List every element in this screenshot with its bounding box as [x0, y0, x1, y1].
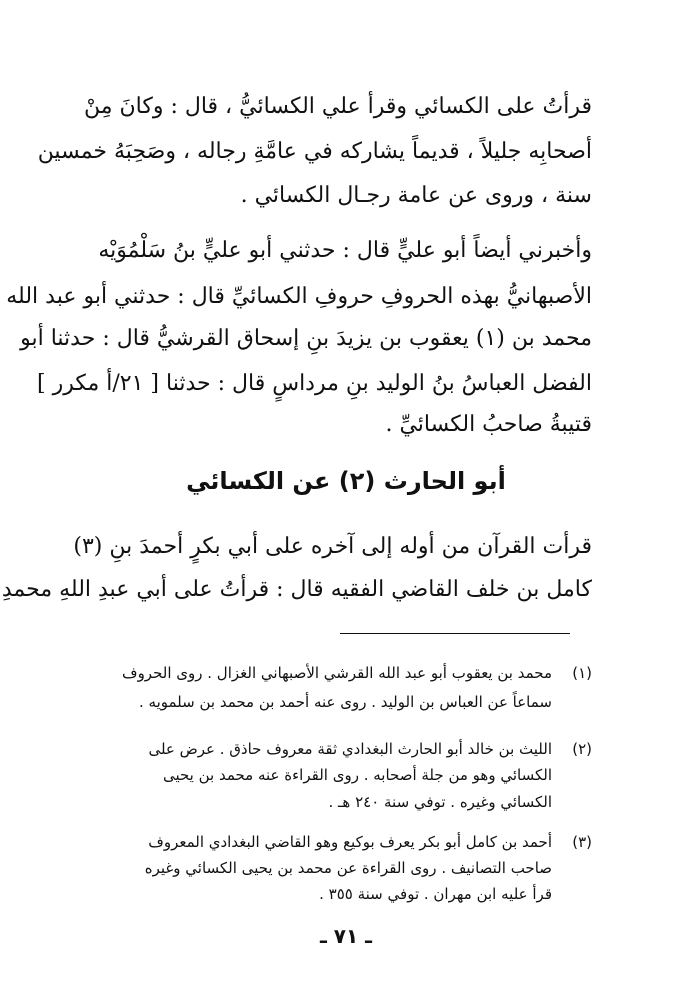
footnote-line: الكسائي وهو من جلة أصحابه . روى القراءة عنه محمد بن يحيى — [162, 766, 552, 784]
text-line: سنة ، وروى عن عامة رجـال الكسائي . — [240, 183, 592, 208]
footnote-line: سماعاً عن العباس بن الوليد . روى عنه أحمد بن محمد بن سلمويه . — [138, 693, 552, 711]
footnote-line: الكسائي وغيره . توفي سنة ٢٤٠ هـ . — [328, 793, 552, 811]
text-line: الفضل العباسُ بنُ الوليد بنِ مرداسٍ قال : حدثنا [ ٢١/أ مكرر ] — [37, 371, 592, 396]
section-heading: أبو الحارث (٢) عن الكسائي — [186, 467, 506, 495]
footnote-line: محمد بن يعقوب أبو عبد الله القرشي الأصبهاني الغزال . روى الحروف — [122, 664, 552, 682]
text-line: أصحابِه جليلاً ، قديماً يشاركه في عامَّةِ رجاله ، وصَحِبَهُ خمسين — [37, 139, 592, 164]
footnote-separator — [340, 633, 570, 634]
text-line: قتيبةُ صاحبُ الكسائيِّ . — [385, 412, 592, 437]
text-line: كامل بن خلف القاضي الفقيه قال : قرأتُ على أبي عبدِ اللهِ محمدِ — [1, 577, 592, 602]
footnote-line: قرأ عليه ابن مهران . توفي سنة ٣٥٥ . — [319, 885, 552, 903]
footnote-line: أحمد بن كامل أبو بكر يعرف بوكيع وهو القاضي البغدادي المعروف — [148, 833, 552, 851]
footnote-line: الليث بن خالد أبو الحارث البغدادي ثقة معروف حاذق . عرض على — [148, 740, 552, 758]
text-line: محمد بن (١) يعقوب بن يزيدَ بنِ إسحاق القرشيُّ قال : حدثنا أبو — [20, 326, 592, 351]
footnote-number: (٢) — [572, 740, 592, 758]
footnote-number: (١) — [572, 664, 592, 682]
text-line: قرأتُ على الكسائي وقرأ علي الكسائيُّ ، قال : وكانَ مِنْ — [83, 94, 592, 119]
page-number: ـ ٧١ ـ — [319, 924, 373, 948]
text-line: وأخبرني أيضاً أبو عليٍّ قال : حدثني أبو عليٍّ بنُ سَلْمُوَيْه — [98, 238, 592, 263]
footnote-number: (٣) — [572, 833, 592, 851]
text-line: قرأت القرآن من أوله إلى آخره على أبي بكرٍ أحمدَ بنِ (٣) — [73, 534, 592, 559]
text-line: الأصبهانيُّ بهذه الحروفِ حروفِ الكسائيِّ قال : حدثني أبو عبد الله — [6, 284, 592, 309]
footnote-line: صاحب التصانيف . روى القراءة عن محمد بن يحيى الكسائي وغيره — [144, 859, 552, 877]
